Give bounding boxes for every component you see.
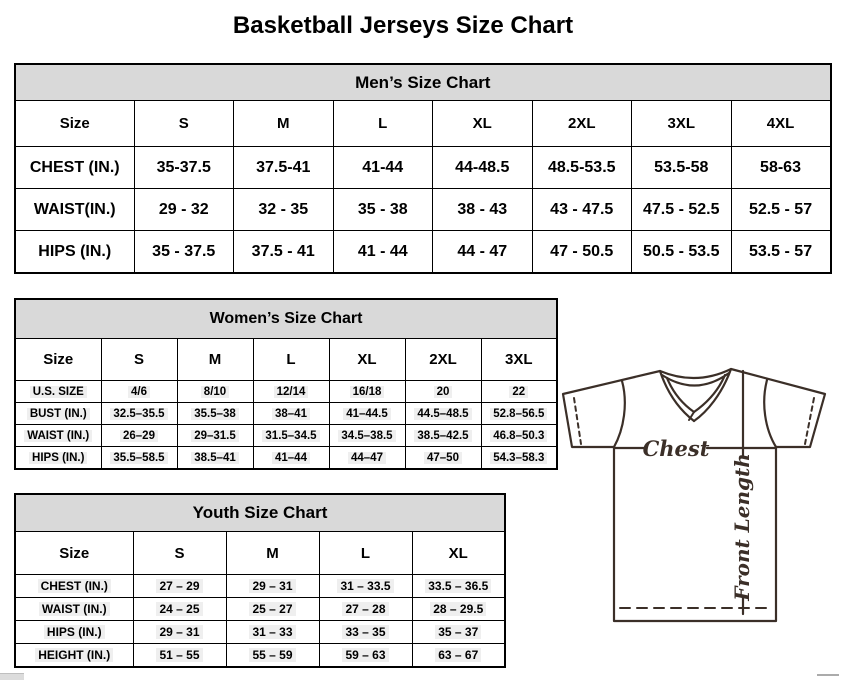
column-header: S — [133, 532, 226, 575]
table-cell: 41-44 — [333, 147, 433, 189]
womens-header-row — [15, 299, 557, 339]
womens-hips-row — [15, 447, 557, 470]
column-header: M — [234, 101, 334, 147]
table-cell: 51 – 55 — [133, 644, 226, 668]
column-header: L — [319, 532, 412, 575]
youth-size-row — [15, 532, 505, 575]
front-length-measure-label: Front Length — [730, 453, 754, 601]
table-cell: 44-48.5 — [433, 147, 533, 189]
table-cell: 52.8–56.5 — [481, 403, 557, 425]
column-header: XL — [329, 339, 405, 381]
table-cell: 20 — [405, 381, 481, 403]
table-cell: 35 - 38 — [333, 189, 433, 231]
womens-ussize-row — [15, 381, 557, 403]
column-header: M — [226, 532, 319, 575]
row-label: HEIGHT (IN.) — [15, 644, 133, 668]
table-cell: 31.5–34.5 — [253, 425, 329, 447]
table-cell: 52.5 - 57 — [731, 189, 831, 231]
table-cell: 44.5–48.5 — [405, 403, 481, 425]
youth-chart-header: Youth Size Chart — [15, 494, 505, 532]
table-cell: 34.5–38.5 — [329, 425, 405, 447]
table-cell: 63 – 67 — [412, 644, 505, 668]
table-cell: 32.5–35.5 — [101, 403, 177, 425]
table-cell: 31 – 33.5 — [319, 575, 412, 598]
table-cell: 48.5-53.5 — [532, 147, 632, 189]
youth-chest-row — [15, 575, 505, 598]
table-cell: 53.5-58 — [632, 147, 732, 189]
row-label: CHEST (IN.) — [15, 147, 134, 189]
table-cell: 58-63 — [731, 147, 831, 189]
row-label: WAIST (IN.) — [15, 425, 101, 447]
table-cell: 47 - 50.5 — [532, 231, 632, 274]
row-label: WAIST (IN.) — [15, 598, 133, 621]
table-cell: 27 – 28 — [319, 598, 412, 621]
womens-chart-header: Women’s Size Chart — [15, 299, 557, 339]
column-header: 2XL — [405, 339, 481, 381]
table-cell: 41 - 44 — [333, 231, 433, 274]
row-label: BUST (IN.) — [15, 403, 101, 425]
column-header: 3XL — [632, 101, 732, 147]
youth-header-row — [15, 494, 505, 532]
column-header: XL — [433, 101, 533, 147]
chest-measure-label: Chest — [642, 436, 710, 461]
youth-height-row — [15, 644, 505, 668]
mens-chart-header: Men’s Size Chart — [15, 64, 831, 101]
womens-waist-row — [15, 425, 557, 447]
table-cell: 38–41 — [253, 403, 329, 425]
table-cell: 59 – 63 — [319, 644, 412, 668]
table-cell: 22 — [481, 381, 557, 403]
youth-waist-row — [15, 598, 505, 621]
table-cell: 16/18 — [329, 381, 405, 403]
jersey-measurement-diagram — [561, 361, 829, 629]
womens-bust-row — [15, 403, 557, 425]
table-cell: 35-37.5 — [134, 147, 234, 189]
table-cell: 46.8–50.3 — [481, 425, 557, 447]
column-header: 3XL — [481, 339, 557, 381]
table-cell: 38.5–42.5 — [405, 425, 481, 447]
row-label: HIPS (IN.) — [15, 447, 101, 470]
table-cell: 29 - 32 — [134, 189, 234, 231]
table-cell: 41–44.5 — [329, 403, 405, 425]
column-header: S — [134, 101, 234, 147]
table-cell: 50.5 - 53.5 — [632, 231, 732, 274]
table-cell: 8/10 — [177, 381, 253, 403]
table-cell: 31 – 33 — [226, 621, 319, 644]
mens-waist-row — [15, 189, 831, 231]
jersey-outline-svg — [561, 361, 829, 629]
table-cell: 41–44 — [253, 447, 329, 470]
table-cell: 4/6 — [101, 381, 177, 403]
table-cell: 32 - 35 — [234, 189, 334, 231]
table-cell: 25 – 27 — [226, 598, 319, 621]
bottom-right-ui-fragment — [817, 674, 839, 676]
table-cell: 33.5 – 36.5 — [412, 575, 505, 598]
table-cell: 29–31.5 — [177, 425, 253, 447]
table-cell: 44–47 — [329, 447, 405, 470]
mens-header-row — [15, 64, 831, 101]
table-cell: 44 - 47 — [433, 231, 533, 274]
womens-size-row — [15, 339, 557, 381]
table-cell: 35.5–58.5 — [101, 447, 177, 470]
row-label: HIPS (IN.) — [15, 621, 133, 644]
table-cell: 12/14 — [253, 381, 329, 403]
table-cell: 38.5–41 — [177, 447, 253, 470]
column-header: 2XL — [532, 101, 632, 147]
column-header: L — [333, 101, 433, 147]
table-cell: 55 – 59 — [226, 644, 319, 668]
table-cell: 28 – 29.5 — [412, 598, 505, 621]
table-cell: 24 – 25 — [133, 598, 226, 621]
table-cell: 29 – 31 — [133, 621, 226, 644]
jersey-body-outline — [563, 369, 825, 621]
table-cell: 35 – 37 — [412, 621, 505, 644]
mens-chest-row — [15, 147, 831, 189]
column-header: L — [253, 339, 329, 381]
mens-size-row — [15, 101, 831, 147]
table-cell: 35.5–38 — [177, 403, 253, 425]
womens-size-chart-table — [14, 298, 558, 470]
table-cell: 33 – 35 — [319, 621, 412, 644]
column-header: 4XL — [731, 101, 831, 147]
table-cell: 29 – 31 — [226, 575, 319, 598]
mens-size-label: Size — [15, 101, 134, 147]
table-cell: 27 – 29 — [133, 575, 226, 598]
youth-size-chart-table — [14, 493, 506, 668]
youth-hips-row — [15, 621, 505, 644]
page-title: Basketball Jerseys Size Chart — [232, 12, 574, 39]
column-header: XL — [412, 532, 505, 575]
row-label: CHEST (IN.) — [15, 575, 133, 598]
table-cell: 53.5 - 57 — [731, 231, 831, 274]
table-cell: 37.5 - 41 — [234, 231, 334, 274]
table-cell: 35 - 37.5 — [134, 231, 234, 274]
table-cell: 54.3–58.3 — [481, 447, 557, 470]
row-label: HIPS (IN.) — [15, 231, 134, 274]
table-cell: 47.5 - 52.5 — [632, 189, 732, 231]
row-label: U.S. SIZE — [15, 381, 101, 403]
row-label: WAIST(IN.) — [15, 189, 134, 231]
table-cell: 43 - 47.5 — [532, 189, 632, 231]
youth-size-label: Size — [15, 532, 133, 575]
mens-hips-row — [15, 231, 831, 274]
column-header: M — [177, 339, 253, 381]
table-cell: 26–29 — [101, 425, 177, 447]
table-cell: 38 - 43 — [433, 189, 533, 231]
table-cell: 37.5-41 — [234, 147, 334, 189]
table-cell: 47–50 — [405, 447, 481, 470]
womens-size-label: Size — [15, 339, 101, 381]
column-header: S — [101, 339, 177, 381]
mens-size-chart-table — [14, 63, 832, 274]
